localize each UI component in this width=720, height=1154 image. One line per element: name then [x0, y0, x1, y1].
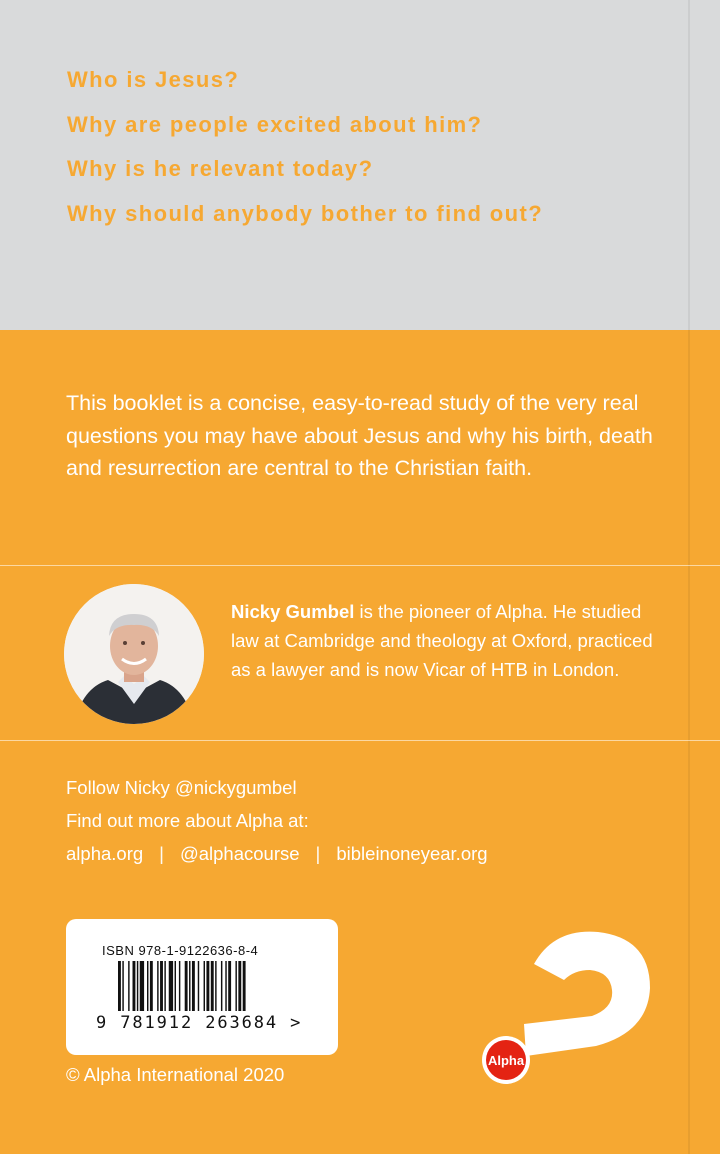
barcode-bar: [137, 961, 138, 1011]
question-2: Why are people excited about him?: [67, 111, 483, 137]
isbn-text: ISBN 978-1-9122636-8-4: [102, 943, 259, 958]
author-portrait-icon: [64, 584, 204, 724]
question-list: [67, 62, 543, 240]
barcode-bar: [160, 961, 163, 1011]
divider-bottom: [0, 740, 720, 741]
barcode-bar: [204, 961, 205, 1011]
barcode-bar: [118, 961, 121, 1011]
barcode-bar: [185, 961, 188, 1011]
author-name: Nicky Gumbel: [231, 601, 355, 622]
barcode-bar: [225, 961, 226, 1011]
barcode-bar: [175, 961, 176, 1011]
link-alpha-org[interactable]: alpha.org: [66, 843, 144, 864]
question-3: Why is he relevant today?: [67, 156, 374, 181]
top-grey-band: [0, 0, 720, 330]
barcode-bar: [169, 961, 173, 1011]
author-bio-text: is the pioneer of Alpha. He studied law at Cambridge and theology at Oxford, practiced as a lawyer and is now Vicar of HTB in London.: [231, 601, 653, 680]
barcode-bar: [198, 961, 199, 1011]
ean-digits: 9 781912 263684 >: [96, 1013, 303, 1033]
link-bibleinoneyear[interactable]: bibleinoneyear.org: [336, 843, 488, 864]
barcode-bar: [157, 961, 158, 1011]
barcode-bar: [238, 961, 241, 1011]
follow-section: [66, 771, 666, 870]
barcode-icon: [66, 919, 338, 1055]
find-out-line: Find out more about Alpha at:: [66, 810, 309, 831]
alpha-question-mark-icon: [462, 924, 662, 1084]
barcode-bar: [192, 961, 195, 1011]
copyright-text: © Alpha International 2020: [66, 1064, 285, 1085]
link-alphacourse[interactable]: @alphacourse: [179, 843, 300, 864]
barcode-bar: [228, 961, 231, 1011]
book-blurb: This booklet is a concise, easy-to-read study of the very real questions you may have about Jesus and why his birth, death and resurrection are central to the Christian faith.: [66, 391, 653, 480]
barcode-label: [66, 919, 338, 1055]
barcode-bar: [221, 961, 222, 1011]
author-bio: [231, 597, 671, 684]
barcode-bar: [122, 961, 123, 1011]
author-photo: [64, 584, 204, 724]
barcode-bar: [150, 961, 153, 1011]
barcode-bar: [215, 961, 216, 1011]
divider-top: [0, 565, 720, 566]
question-1: Who is Jesus?: [67, 67, 240, 92]
barcode-bar: [128, 961, 129, 1011]
barcode-bar: [133, 961, 136, 1011]
barcode-bar: [179, 961, 180, 1011]
cover-edge-shadow: [688, 0, 690, 1154]
link-separator: |: [315, 843, 321, 864]
barcode-bar: [164, 961, 165, 1011]
link-separator: |: [159, 843, 164, 864]
links-row: [66, 837, 666, 870]
barcode-bar: [140, 961, 144, 1011]
barcode-bar: [211, 961, 214, 1011]
barcode-bar: [189, 961, 190, 1011]
barcode-bar: [243, 961, 246, 1011]
alpha-logo-text: Alpha: [487, 1053, 525, 1068]
barcode-bar: [147, 961, 148, 1011]
barcode-bar: [206, 961, 209, 1011]
barcode-bar: [235, 961, 236, 1011]
follow-line: Follow Nicky @nickygumbel: [66, 777, 297, 798]
question-4: Why should anybody bother to find out?: [67, 200, 544, 226]
